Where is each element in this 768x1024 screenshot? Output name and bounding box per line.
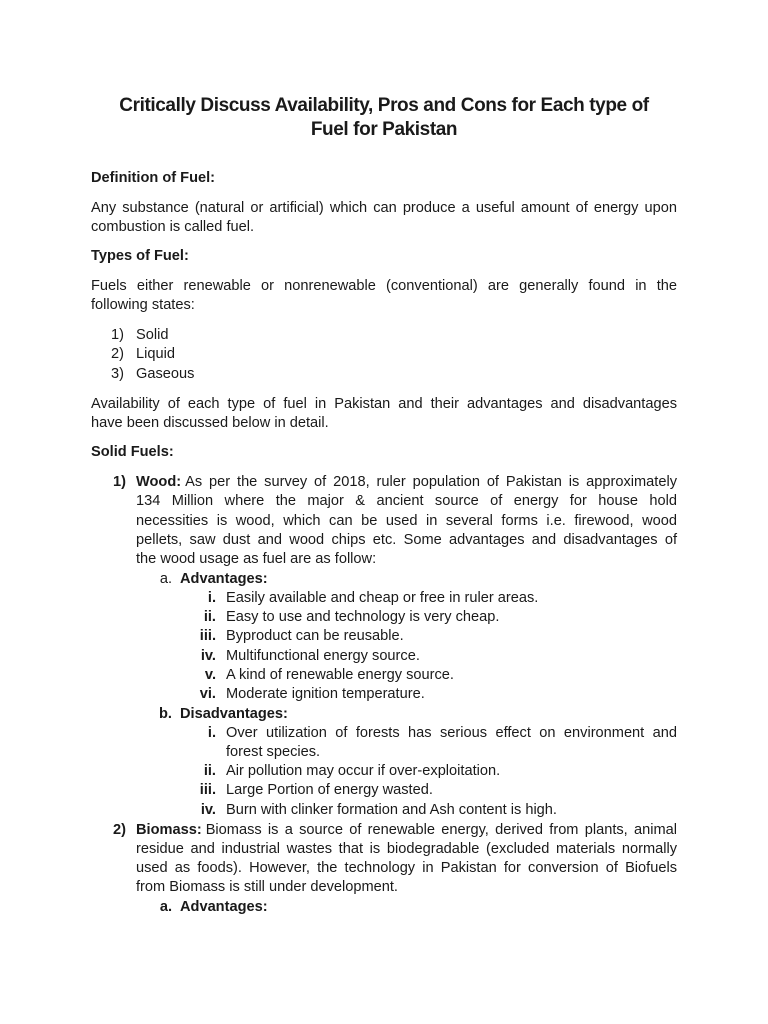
advantage-item: Moderate ignition temperature. [226,686,425,702]
biomass-text-3: used as foods). However, the technology in Pakistan for conversion of Biofuels [136,860,677,876]
advantage-item: Multifunctional energy source. [226,648,420,664]
wood-disadvantages-heading: Disadvantages: [180,706,288,722]
advantage-item: Easy to use and technology is very cheap. [226,609,500,625]
biomass-advantages-heading: Advantages: [180,899,268,915]
advantage-item: Easily available and cheap or free in ruler areas. [226,590,539,606]
title-line-2: Fuel for Pakistan [310,119,458,140]
biomass-advantages-letter: a. [159,899,172,915]
types-item-number: 2) [111,346,124,362]
advantage-item: A kind of renewable energy source. [226,667,454,683]
solid-fuels-heading: Solid Fuels: [91,444,174,460]
biomass-text-4: from Biomass is still under development. [136,879,398,895]
types-text-line-1: Fuels either renewable or nonrenewable (conventional) are generally found in the [91,278,677,294]
wood-number: 1) [113,474,126,490]
wood-text-5: the wood usage as fuel are as follow: [136,551,377,567]
availability-text-line-2: have been discussed below in detail. [91,415,329,431]
disadvantage-number: ii. [203,763,216,779]
wood-text-1: As per the survey of 2018, ruler population of Pakistan is approximately [185,474,677,490]
advantage-number: i. [207,590,216,606]
types-item-liquid: Liquid [136,346,175,362]
advantage-number: iii. [199,628,216,644]
wood-text-4: pellets, saw dust and wood chips etc. Some advantages and disadvantages of [136,532,677,548]
disadvantage-item: Large Portion of energy wasted. [226,782,433,798]
disadvantage-item-line-1: Over utilization of forests has serious effect on environment and [226,725,677,741]
wood-title: Wood: [136,474,182,490]
document-title [60,94,708,142]
disadvantage-number: i. [207,725,216,741]
biomass-text-2: residue and industrial wastes that is biodegradable (excluded materials normally [136,841,677,857]
types-heading: Types of Fuel: [91,248,189,264]
advantage-item: Byproduct can be reusable. [226,628,404,644]
wood-text-3: necessities is wood, which can be used in several forms i.e. firewood, wood [136,513,677,529]
disadvantage-item-line-2: forest species. [226,744,321,760]
types-text-line-2: following states: [91,297,195,313]
types-item-solid: Solid [136,327,169,343]
disadvantage-number: iii. [199,782,216,798]
advantage-number: v. [204,667,216,683]
types-item-gaseous: Gaseous [136,366,195,382]
advantage-number: ii. [203,609,216,625]
biomass-line-1 [136,821,677,841]
wood-disadvantages-letter: b. [159,706,172,722]
definition-text-line-2: combustion is called fuel. [91,219,255,235]
wood-advantages-heading: Advantages: [180,571,268,587]
disadvantage-item: Burn with clinker formation and Ash content is high. [226,802,557,818]
definition-text-line-1: Any substance (natural or artificial) which can produce a useful amount of energy upon [91,200,677,216]
biomass-title: Biomass: [136,822,202,838]
biomass-text-1: Biomass is a source of renewable energy, derived from plants, animal [205,822,677,838]
biomass-number: 2) [113,822,126,838]
availability-text-line-1: Availability of each type of fuel in Pakistan and their advantages and disadvantages [91,396,677,412]
advantage-number: iv. [200,648,216,664]
advantage-number: vi. [199,686,216,702]
wood-advantages-letter: a. [159,571,172,587]
wood-text-2: 134 Million where the major & ancient source of energy for house hold [136,493,677,509]
types-item-number: 3) [111,366,124,382]
wood-line-1 [136,473,677,493]
disadvantage-item: Air pollution may occur if over-exploitation. [226,763,501,779]
disadvantage-number: iv. [200,802,216,818]
definition-heading: Definition of Fuel: [91,170,216,186]
types-item-number: 1) [111,327,124,343]
title-line-1: Critically Discuss Availability, Pros and Cons for Each type of [119,95,649,116]
